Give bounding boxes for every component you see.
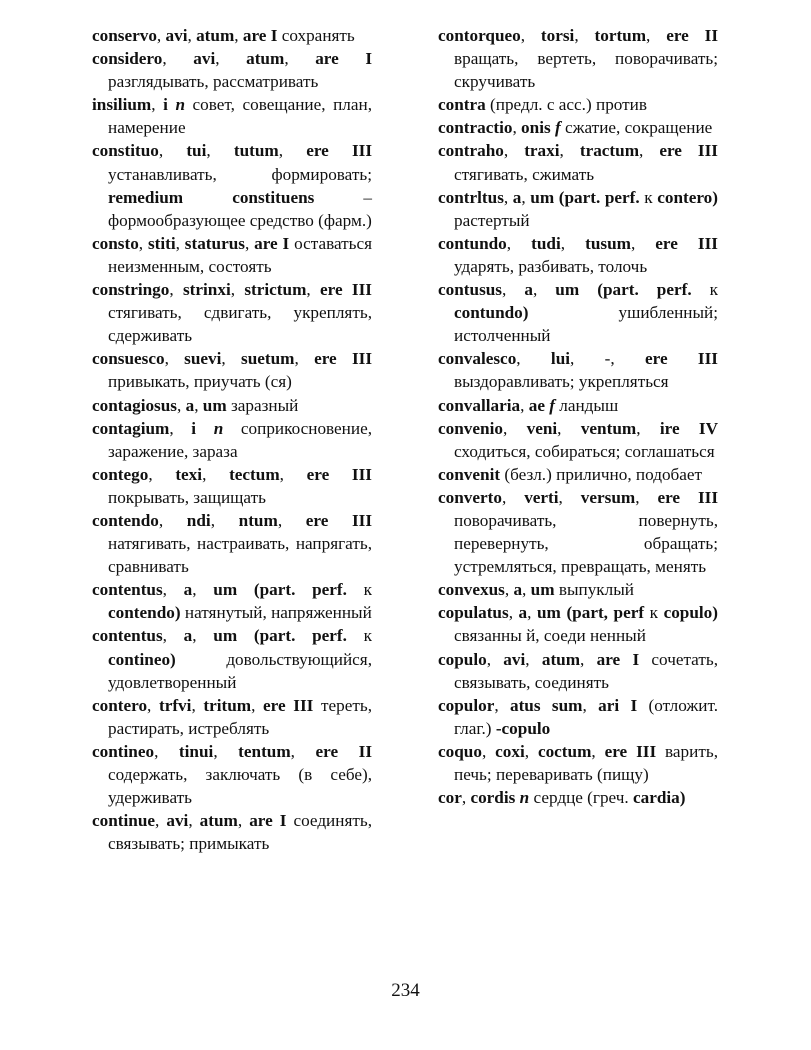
definition-text: , — [502, 280, 525, 300]
definition-text: к — [346, 580, 372, 600]
definition-text: к — [691, 280, 719, 300]
headword-text: stiti — [147, 233, 176, 253]
definition-text: (безл.) прилично, подобает — [500, 464, 703, 484]
definition-text: – формообразующее средство (фарм.) — [108, 187, 373, 230]
headword-text: contagiosus — [92, 395, 177, 415]
dictionary-entry — [438, 463, 718, 486]
headword-text: are I — [254, 233, 290, 253]
definition-text: , — [194, 395, 203, 415]
headword-text: ere III — [657, 487, 719, 507]
headword-text: texi — [175, 464, 203, 484]
dictionary-entry — [438, 578, 718, 601]
headword-text: tui — [186, 141, 207, 161]
dictionary-entry — [438, 93, 718, 116]
definition-text: , — [192, 580, 214, 600]
headword-text: ae — [528, 395, 545, 415]
headword-text: verti — [524, 487, 559, 507]
dictionary-entry — [92, 578, 372, 624]
headword-text: staturus — [184, 233, 245, 253]
headword-text: constituo — [92, 141, 159, 161]
headword-text: ere III — [305, 510, 373, 530]
definition-text: связанны й, соеди ненный — [454, 626, 646, 646]
headword-text: tentum — [238, 741, 291, 761]
headword-text: ari I — [598, 695, 638, 715]
definition-text: выздоравливать; укрепляться — [454, 372, 669, 392]
definition-text: , — [175, 233, 185, 253]
definition-text: , — [158, 510, 187, 530]
definition-text: , — [202, 464, 230, 484]
headword-text: trfvi — [158, 695, 192, 715]
definition-text: вращать, вертеть, поворачивать; скручивать — [454, 49, 718, 92]
headword-text: considero — [92, 49, 163, 69]
headword-text: um — [555, 280, 580, 300]
dictionary-entry — [438, 347, 718, 393]
definition-text: , — [290, 741, 316, 761]
dictionary-entry — [92, 278, 372, 347]
left-column — [92, 24, 372, 855]
headword-text: are I — [315, 49, 373, 69]
definition-text: , — [234, 26, 243, 45]
headword-text: suetum — [241, 349, 295, 369]
dictionary-entry — [438, 139, 718, 185]
headword-text: torsi — [540, 26, 575, 45]
definition-text: , — [279, 464, 307, 484]
headword-text: ere III — [306, 141, 373, 161]
definition-text: покрывать, защищать — [108, 487, 266, 507]
definition-text: разглядывать, рассматривать — [108, 72, 319, 92]
definition-text: сердце (греч. — [529, 788, 633, 808]
gender-mark: f — [554, 118, 561, 138]
dictionary-entry — [438, 394, 718, 417]
headword-text: onis — [521, 118, 551, 138]
dictionary-entry — [92, 232, 372, 278]
headword-text: are I — [596, 649, 640, 669]
headword-text: contractio — [438, 118, 513, 138]
headword-text: lui — [550, 349, 571, 369]
definition-text: , — [147, 695, 159, 715]
headword-text: convenio — [438, 418, 503, 438]
definition-text: (предл. с acc.) против — [485, 95, 647, 115]
dictionary-entry — [92, 394, 372, 417]
dictionary-entry — [92, 417, 372, 463]
headword-text: atum — [196, 26, 235, 45]
headword-text: um — [537, 603, 561, 623]
definition-text: , — [277, 510, 306, 530]
definition-text: , — [524, 741, 538, 761]
headword-text: contentus — [92, 580, 163, 600]
definition-text: , — [559, 141, 580, 161]
definition-text: натянутый, напряженный — [180, 603, 372, 623]
headword-text: a — [185, 395, 195, 415]
definition-text: сжатие, сокращение — [560, 118, 713, 138]
definition-text: , — [148, 464, 176, 484]
definition-text: , — [156, 26, 166, 45]
dictionary-entry — [92, 347, 372, 393]
headword-text: contundo) — [454, 303, 529, 323]
definition-text: , — [501, 487, 525, 507]
headword-text: tractum — [579, 141, 640, 161]
headword-text: a — [512, 187, 522, 207]
definition-text: , — [154, 741, 179, 761]
headword-text: consto — [92, 233, 139, 253]
definition-text: , — [506, 233, 532, 253]
headword-text: ere III — [306, 464, 372, 484]
definition-text: , — [580, 649, 597, 669]
definition-text: , — [230, 280, 245, 300]
definition-text: , — [521, 187, 531, 207]
headword-text: insilium — [92, 95, 152, 115]
headword-text: a — [513, 580, 523, 600]
headword-text: strictum — [244, 280, 307, 300]
headword-text: (part. perf. — [597, 280, 692, 300]
definition-text: , — [558, 487, 581, 507]
definition-text: , — [284, 49, 316, 69]
headword-text: convexus — [438, 580, 505, 600]
definition-text: , — [532, 280, 556, 300]
headword-text: atum — [199, 811, 238, 831]
headword-text: copulo) — [663, 603, 718, 623]
definition-text: , — [191, 695, 204, 715]
headword-text: um — [213, 626, 238, 646]
definition-text: , — [164, 349, 185, 369]
definition-text: , — [504, 580, 514, 600]
headword-text: contendo) — [108, 603, 181, 623]
definition-text: ландыш — [554, 395, 619, 415]
definition-text: , — [508, 603, 519, 623]
headword-text: a — [518, 603, 528, 623]
definition-text: , — [502, 418, 527, 438]
definition-text: , — [213, 741, 239, 761]
definition-text: , — [646, 26, 667, 45]
headword-text: tortum — [594, 26, 647, 45]
headword-text: contentus — [92, 626, 163, 646]
headword-text: um — [202, 395, 227, 415]
definition-text: , — [244, 233, 255, 253]
headword-text: um — [213, 580, 238, 600]
headword-text: convallaria — [438, 395, 521, 415]
headword-text: ere III — [320, 280, 372, 300]
headword-text: strinxi — [182, 280, 231, 300]
definition-text: сочетать, связывать, соединять — [454, 649, 719, 692]
definition-text: соединять, связывать; примыкать — [108, 811, 373, 854]
definition-text: сохранять — [277, 26, 355, 45]
headword-text: coxi — [495, 741, 525, 761]
dictionary-entry — [92, 509, 372, 578]
headword-text: are I — [249, 811, 287, 831]
headword-text: constringo — [92, 280, 170, 300]
definition-text: , — [177, 395, 186, 415]
definition-text: ушибленный; истолченный — [454, 303, 718, 346]
definition-text: , — [520, 395, 529, 415]
headword-text: consuesco — [92, 349, 165, 369]
definition-text: привыкать, приучать (ся) — [108, 372, 292, 392]
definition-text: , — [461, 788, 471, 808]
definition-text — [579, 280, 597, 299]
headword-text: avi — [165, 26, 188, 45]
definition-text: , — [591, 741, 605, 761]
gender-mark: n — [519, 788, 530, 808]
headword-text: contraho — [438, 141, 504, 161]
definition-text: , — [251, 695, 264, 715]
definition-text: стягивать, сдвигать, укреплять, сдерживать — [108, 303, 372, 346]
definition-text: поворачивать, повернуть, перевернуть, обращать; устремляться, превращать, менять — [454, 510, 718, 577]
headword-text: atum — [246, 49, 285, 69]
dictionary-entry — [438, 694, 718, 740]
dictionary-entry — [438, 278, 718, 347]
headword-text: ere III — [659, 141, 718, 161]
headword-text: ere III — [314, 349, 373, 369]
definition-text: , — [636, 418, 660, 438]
definition-text: , — [494, 695, 510, 715]
definition-text: устанавливать, формировать; — [108, 164, 372, 184]
definition-text: , — [486, 649, 504, 669]
definition-text — [237, 626, 254, 645]
headword-text: (part, perf — [566, 603, 645, 623]
headword-text: contagium — [92, 418, 170, 438]
headword-text: contusus — [438, 280, 502, 300]
headword-text: versum — [580, 487, 636, 507]
headword-text: i — [163, 95, 168, 115]
dictionary-entry — [92, 24, 372, 47]
definition-text: довольствующийся, удовлетворенный — [108, 649, 372, 692]
headword-text: veni — [526, 418, 558, 438]
definition-text: , — [522, 580, 531, 600]
definition-text: сходиться, собираться; соглашаться — [454, 441, 715, 461]
definition-text: , — [158, 141, 187, 161]
headword-text: contineo — [92, 741, 155, 761]
definition-text: , — [560, 233, 586, 253]
headword-text: contendo — [92, 510, 159, 530]
definition-text: стягивать, сжимать — [454, 164, 595, 184]
headword-text: a — [524, 280, 533, 300]
definition-text: , — [503, 187, 513, 207]
headword-text: a — [183, 626, 193, 646]
definition-text — [196, 419, 214, 438]
dictionary-entry — [92, 139, 372, 231]
dictionary-entry — [438, 24, 718, 93]
definition-text: к — [346, 626, 372, 646]
dictionary-entry — [92, 47, 372, 93]
headword-text: tinui — [178, 741, 214, 761]
definition-text: , — [215, 49, 247, 69]
headword-text: -copulo — [495, 718, 551, 738]
dictionary-entry — [92, 93, 372, 139]
headword-text: continue — [92, 811, 156, 831]
headword-text: traxi — [524, 141, 560, 161]
headword-text: ere II — [666, 26, 719, 45]
headword-text: copulatus — [438, 603, 509, 623]
headword-text: contorqueo — [438, 26, 521, 45]
definition-text: , — [306, 280, 321, 300]
headword-text: atus sum — [509, 695, 583, 715]
headword-text: contero) — [657, 187, 719, 207]
headword-text: ere III — [655, 233, 718, 253]
definition-text: , -, — [570, 349, 646, 369]
dictionary-entry — [438, 786, 718, 809]
dictionary-entry — [438, 116, 718, 139]
definition-text: соприкосновение, заражение, зараза — [108, 418, 372, 461]
gender-mark: n — [175, 95, 185, 115]
definition-text: ударять, разбивать, толочь — [454, 256, 648, 276]
definition-text: , — [169, 418, 192, 438]
headword-text: ntum — [238, 510, 278, 530]
definition-text — [237, 580, 254, 599]
headword-text: tritum — [203, 695, 252, 715]
dictionary-entry — [438, 648, 718, 694]
dictionary-entry — [92, 624, 372, 693]
headword-text: ventum — [580, 418, 637, 438]
definition-text: , — [188, 811, 200, 831]
definition-text: оставаться неизменным, состоять — [108, 233, 373, 276]
headword-text: suevi — [184, 349, 222, 369]
headword-text: contra — [438, 95, 486, 115]
dictionary-entry — [438, 232, 718, 278]
headword-text: convalesco — [438, 349, 517, 369]
headword-text: tutum — [233, 141, 279, 161]
dictionary-entry — [438, 601, 718, 647]
headword-text: coquo — [438, 741, 482, 761]
dictionary-entry — [92, 694, 372, 740]
definition-text: , — [525, 649, 542, 669]
headword-text: avi — [193, 49, 216, 69]
headword-text: avi — [166, 811, 189, 831]
definition-text: , — [294, 349, 315, 369]
headword-text: remedium constituens — [108, 187, 315, 207]
headword-text: ndi — [186, 510, 211, 530]
definition-text: , — [221, 349, 242, 369]
headword-text: ere III — [645, 349, 718, 369]
headword-text: converto — [438, 487, 502, 507]
definition-text: , — [278, 141, 307, 161]
dictionary-entry — [92, 809, 372, 855]
headword-text: conservo — [92, 26, 157, 45]
definition-text: , — [237, 811, 250, 831]
definition-text: выпуклый — [554, 580, 634, 600]
headword-text: ere II — [315, 741, 373, 761]
headword-text: tectum — [229, 464, 280, 484]
headword-text: contego — [92, 464, 149, 484]
headword-text: a — [183, 580, 193, 600]
headword-text: copulor — [438, 695, 495, 715]
definition-text: (отложит. глаг.) — [454, 695, 718, 738]
headword-text: cor — [438, 788, 462, 808]
gender-mark: n — [213, 418, 224, 438]
headword-text: contrltus — [438, 187, 504, 207]
headword-text: um — [530, 580, 555, 600]
definition-text: , — [187, 26, 197, 45]
dictionary-entry — [92, 463, 372, 509]
headword-text: contundo — [438, 233, 507, 253]
definition-text: к — [644, 603, 664, 623]
definition-text: , — [574, 26, 595, 45]
definition-text: , — [527, 603, 537, 623]
definition-text: совет, совещание, план, намерение — [108, 95, 372, 138]
definition-text: , — [162, 49, 194, 69]
headword-text: ere III — [263, 695, 314, 715]
definition-text: к — [639, 187, 658, 207]
headword-text: ire IV — [659, 418, 719, 438]
headword-text: (part. perf. — [253, 580, 347, 600]
dictionary-entry — [438, 740, 718, 786]
headword-text: avi — [503, 649, 526, 669]
definition-text: , — [582, 695, 599, 715]
definition-text: варить, печь; переваривать (пищу) — [454, 741, 718, 784]
headword-text: coctum — [537, 741, 592, 761]
headword-text: tusum — [585, 233, 631, 253]
definition-text: , — [138, 233, 148, 253]
definition-text: , — [206, 141, 234, 161]
right-column — [438, 24, 718, 809]
definition-text: , — [162, 626, 184, 646]
dictionary-entry — [438, 417, 718, 463]
headword-text: convenit — [438, 464, 501, 484]
definition-text: , — [481, 741, 496, 761]
headword-text: (part. perf. — [253, 626, 347, 646]
headword-text: contero — [92, 695, 148, 715]
headword-text: um — [530, 187, 555, 207]
definition-text: , — [155, 811, 167, 831]
definition-text: растертый — [454, 210, 530, 230]
headword-text: contineo) — [108, 649, 176, 669]
headword-text: cordis — [470, 788, 516, 808]
definition-text: тереть, растирать, истреблять — [108, 695, 372, 738]
definition-text: , — [630, 233, 656, 253]
dictionary-entry — [438, 486, 718, 578]
dictionary-entry — [438, 186, 718, 232]
headword-text: copulo — [438, 649, 487, 669]
definition-text: , — [162, 580, 184, 600]
definition-text: , — [516, 349, 551, 369]
headword-text: i — [191, 418, 197, 438]
definition-text: , — [639, 141, 660, 161]
definition-text: заразный — [226, 395, 299, 415]
definition-text: , — [151, 95, 164, 115]
definition-text: , — [210, 510, 239, 530]
headword-text: are I — [242, 26, 278, 45]
headword-text: ere III — [604, 741, 657, 761]
definition-text: , — [512, 118, 522, 138]
page-number: 234 — [391, 980, 420, 1001]
definition-text: , — [520, 26, 541, 45]
headword-text: atum — [541, 649, 581, 669]
definition-text: , — [503, 141, 525, 161]
headword-text: tudi — [531, 233, 561, 253]
definition-text: , — [192, 626, 214, 646]
definition-text: , — [635, 487, 658, 507]
definition-text: содержать, заключать (в себе), удерживать — [108, 765, 372, 808]
dictionary-entry — [92, 740, 372, 809]
definition-text: натягивать, настраивать, напрягать, сравнивать — [108, 534, 372, 577]
headword-text: (part. perf. — [558, 187, 640, 207]
definition-text: , — [169, 280, 183, 300]
definition-text: , — [557, 418, 581, 438]
headword-text: cardia) — [633, 788, 686, 808]
gender-mark: f — [549, 395, 555, 415]
